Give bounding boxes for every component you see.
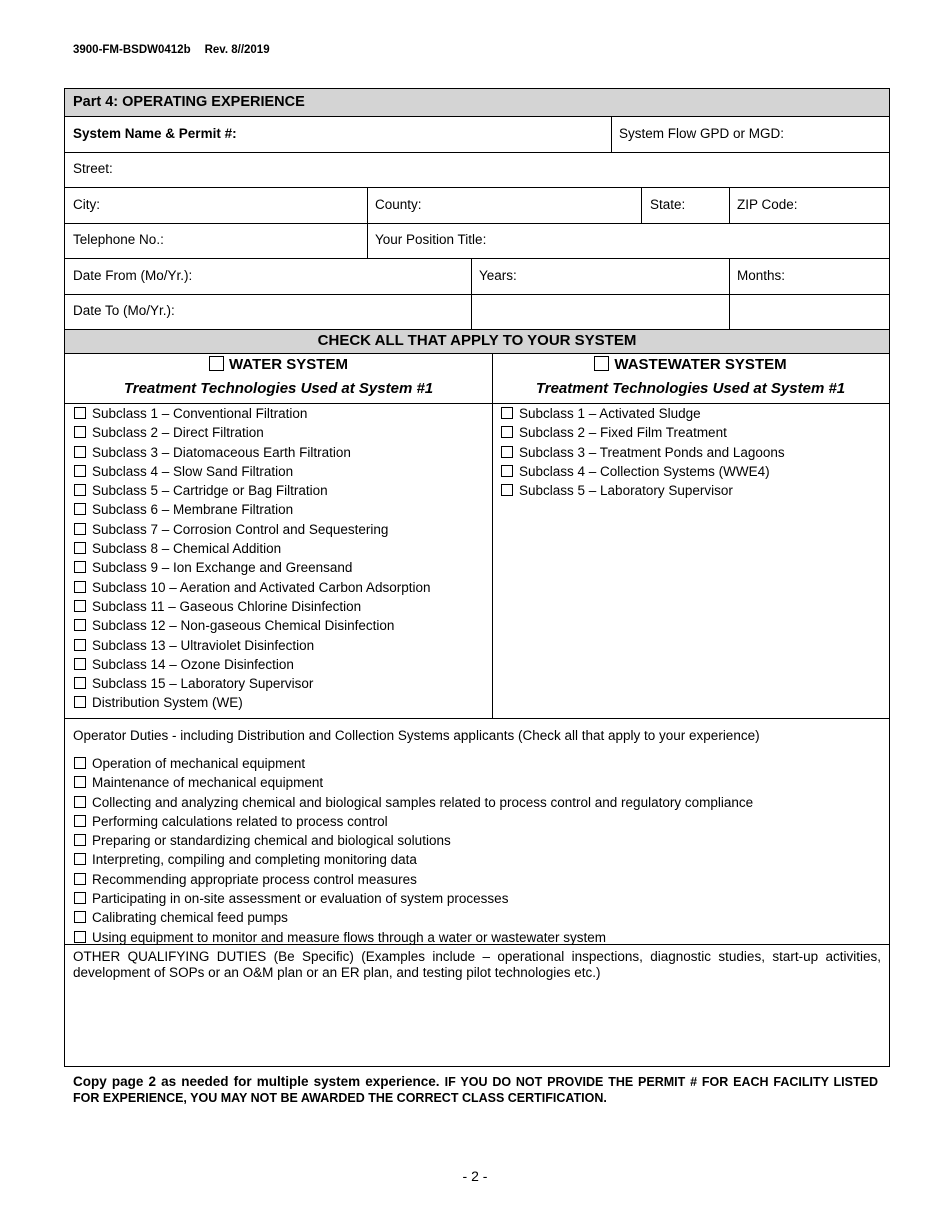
copy-page-note-lead: Copy page 2 as needed for multiple system experience. (73, 1074, 440, 1089)
water-system-heading (65, 356, 492, 373)
operator-duty-checkbox[interactable] (74, 892, 86, 904)
water-subclass-label: Subclass 5 – Cartridge or Bag Filtration (92, 483, 328, 499)
wastewater-subclass-item[interactable] (501, 423, 785, 442)
wastewater-subclass-label: Subclass 4 – Collection Systems (WWE4) (519, 463, 770, 479)
wastewater-subclass-label: Subclass 2 – Fixed Film Treatment (519, 425, 727, 441)
water-subclass-checkbox[interactable] (74, 407, 86, 419)
city-field[interactable]: City: (73, 197, 100, 212)
operator-duty-checkbox[interactable] (74, 757, 86, 769)
water-subclass-label: Subclass 2 – Direct Filtration (92, 425, 264, 441)
water-subclass-item[interactable] (74, 462, 430, 481)
page-number: - 2 - (462, 1168, 488, 1184)
wastewater-subclass-checkbox[interactable] (501, 465, 513, 477)
water-subclass-label: Subclass 15 – Laboratory Supervisor (92, 676, 314, 692)
water-subclass-item[interactable] (74, 481, 430, 500)
water-subclass-label: Subclass 14 – Ozone Disinfection (92, 656, 294, 672)
water-subclass-checkbox[interactable] (74, 658, 86, 670)
operator-duty-label: Performing calculations related to process control (92, 813, 388, 829)
years-value-field[interactable] (471, 294, 729, 329)
water-subclass-checkbox[interactable] (74, 600, 86, 612)
operator-duties-intro: Operator Duties - including Distribution and Collection Systems applicants (Check all that apply to your experience) (73, 728, 760, 743)
water-subclass-label: Subclass 9 – Ion Exchange and Greensand (92, 560, 353, 576)
street-field[interactable]: Street: (73, 161, 113, 176)
water-system-checkbox[interactable] (209, 356, 224, 371)
operator-duty-label: Calibrating chemical feed pumps (92, 910, 288, 926)
wastewater-subclass-item[interactable] (501, 481, 785, 500)
form-code-number: 3900-FM-BSDW0412b (73, 44, 191, 56)
copy-page-note (73, 1074, 878, 1106)
operator-duty-item[interactable] (74, 870, 753, 889)
operator-duty-checkbox[interactable] (74, 853, 86, 865)
operator-duties-list (74, 754, 753, 947)
wastewater-subclass-list (501, 404, 785, 500)
water-subclass-checkbox[interactable] (74, 677, 86, 689)
state-field[interactable]: State: (650, 197, 686, 212)
wastewater-subclass-item[interactable] (501, 404, 785, 423)
water-subtitle: Treatment Technologies Used at System #1 (123, 380, 434, 397)
water-subclass-label: Subclass 1 – Conventional Filtration (92, 406, 308, 421)
water-subclass-checkbox[interactable] (74, 542, 86, 554)
operator-duty-checkbox[interactable] (74, 911, 86, 923)
operator-duty-checkbox[interactable] (74, 931, 86, 943)
operator-duty-item[interactable] (74, 812, 753, 831)
system-flow-field[interactable]: System Flow GPD or MGD: (619, 126, 785, 141)
operator-duty-label: Using equipment to monitor and measure flows through a water or wastewater system (92, 929, 606, 945)
water-subclass-list (74, 404, 430, 713)
water-subclass-checkbox[interactable] (74, 465, 86, 477)
operator-duty-item[interactable] (74, 754, 753, 773)
wastewater-subclass-label: Subclass 3 – Treatment Ponds and Lagoons (519, 444, 785, 460)
operator-duty-item[interactable] (74, 793, 753, 812)
wastewater-subclass-checkbox[interactable] (501, 446, 513, 458)
operator-duty-checkbox[interactable] (74, 776, 86, 788)
water-subclass-item[interactable] (74, 616, 430, 635)
water-subclass-checkbox[interactable] (74, 426, 86, 438)
wastewater-system-checkbox[interactable] (594, 356, 609, 371)
operator-duty-item[interactable] (74, 850, 753, 869)
water-subclass-label: Subclass 12 – Non-gaseous Chemical Disinfection (92, 618, 395, 634)
wastewater-system-title: WASTEWATER SYSTEM (614, 356, 787, 373)
water-subclass-item[interactable] (74, 443, 430, 462)
water-subclass-label: Subclass 8 – Chemical Addition (92, 541, 282, 557)
water-subclass-label: Subclass 3 – Diatomaceous Earth Filtration (92, 444, 351, 460)
operator-duty-item[interactable] (74, 889, 753, 908)
water-subclass-checkbox[interactable] (74, 639, 86, 651)
wastewater-system-heading (492, 356, 889, 373)
form-revision: Rev. 8//2019 (204, 44, 270, 56)
operator-duty-label: Collecting and analyzing chemical and biological samples related to process control and regulatory compliance (92, 794, 754, 810)
water-subclass-item[interactable] (74, 404, 430, 423)
water-subclass-item[interactable] (74, 539, 430, 558)
copy-page-note-warning: IF YOU DO NOT PROVIDE THE PERMIT # FOR EACH FACILITY LISTED FOR EXPERIENCE, YOU MAY NOT BE AWARDED THE CORRECT CLASS CERTIFICATION. (73, 1075, 878, 1105)
water-subclass-label: Subclass 11 – Gaseous Chlorine Disinfection (92, 598, 362, 614)
operating-experience-form (64, 88, 890, 1067)
wastewater-subclass-checkbox[interactable] (501, 484, 513, 496)
operator-duty-label: Participating in on-site assessment or evaluation of system processes (92, 891, 509, 907)
wastewater-subclass-checkbox[interactable] (501, 407, 513, 419)
form-code (73, 44, 270, 56)
operator-duty-checkbox[interactable] (74, 815, 86, 827)
other-qualifying-duties-label: OTHER QUALIFYING DUTIES (Be Specific) (Examples include – operational inspections, diagnostic studies, start-up activities, development of SOPs or an O&M plan or an ER plan, and testing pilot technologies etc.) (73, 949, 881, 980)
water-system-title: WATER SYSTEM (229, 356, 348, 373)
operator-duty-item[interactable] (74, 831, 753, 850)
months-field[interactable]: Months: (737, 268, 786, 283)
water-subclass-label: Subclass 4 – Slow Sand Filtration (92, 463, 294, 479)
operator-duty-label: Interpreting, compiling and completing monitoring data (92, 852, 417, 868)
wastewater-subclass-checkbox[interactable] (501, 426, 513, 438)
water-subclass-item[interactable] (74, 636, 430, 655)
date-from-field[interactable]: Date From (Mo/Yr.): (73, 268, 193, 283)
operator-duty-label: Maintenance of mechanical equipment (92, 775, 324, 791)
water-subclass-item[interactable] (74, 520, 430, 539)
water-subclass-checkbox[interactable] (74, 503, 86, 515)
other-duties-input-area[interactable] (65, 984, 889, 1066)
water-subclass-item[interactable] (74, 655, 430, 674)
check-all-heading: CHECK ALL THAT APPLY TO YOUR SYSTEM (317, 332, 637, 349)
operator-duty-checkbox[interactable] (74, 796, 86, 808)
wastewater-subtitle: Treatment Technologies Used at System #1 (535, 380, 846, 397)
water-subclass-item[interactable] (74, 558, 430, 577)
zip-code-field[interactable]: ZIP Code: (737, 197, 798, 212)
water-subclass-label: Subclass 13 – Ultraviolet Disinfection (92, 637, 315, 653)
wastewater-subclass-item[interactable] (501, 443, 785, 462)
water-subclass-checkbox[interactable] (74, 523, 86, 535)
water-subclass-item[interactable] (74, 578, 430, 597)
water-subclass-checkbox[interactable] (74, 696, 86, 708)
water-subclass-item[interactable] (74, 693, 430, 712)
water-subclass-label: Subclass 10 – Aeration and Activated Carbon Adsorption (92, 579, 431, 595)
water-subclass-checkbox[interactable] (74, 619, 86, 631)
date-to-field[interactable]: Date To (Mo/Yr.): (73, 303, 175, 318)
wastewater-subclass-label: Subclass 1 – Activated Sludge (519, 406, 701, 421)
water-subclass-label: Subclass 6 – Membrane Filtration (92, 502, 294, 518)
years-field[interactable]: Years: (479, 268, 517, 283)
water-subclass-checkbox[interactable] (74, 581, 86, 593)
water-subclass-item[interactable] (74, 674, 430, 693)
operator-duty-item[interactable] (74, 908, 753, 927)
telephone-field[interactable]: Telephone No.: (73, 232, 164, 247)
water-subclass-checkbox[interactable] (74, 561, 86, 573)
operator-duty-item[interactable] (74, 928, 753, 947)
operator-duty-label: Recommending appropriate process control measures (92, 871, 417, 887)
water-subclass-checkbox[interactable] (74, 484, 86, 496)
water-subclass-item[interactable] (74, 597, 430, 616)
county-field[interactable]: County: (375, 197, 422, 212)
water-subclass-checkbox[interactable] (74, 446, 86, 458)
system-name-permit-field[interactable]: System Name & Permit #: (73, 126, 237, 141)
operator-duty-checkbox[interactable] (74, 873, 86, 885)
operator-duty-item[interactable] (74, 773, 753, 792)
operator-duty-label: Preparing or standardizing chemical and biological solutions (92, 833, 451, 849)
operator-duty-label: Operation of mechanical equipment (92, 756, 306, 771)
water-subclass-item[interactable] (74, 423, 430, 442)
water-subclass-label: Distribution System (WE) (92, 695, 243, 711)
wastewater-subclass-item[interactable] (501, 462, 785, 481)
part-title: Part 4: OPERATING EXPERIENCE (73, 94, 305, 110)
months-value-field[interactable] (729, 294, 889, 329)
water-subclass-item[interactable] (74, 500, 430, 519)
operator-duty-checkbox[interactable] (74, 834, 86, 846)
water-subclass-label: Subclass 7 – Corrosion Control and Sequestering (92, 521, 389, 537)
position-title-field[interactable]: Your Position Title: (375, 232, 487, 247)
wastewater-subclass-label: Subclass 5 – Laboratory Supervisor (519, 483, 733, 499)
